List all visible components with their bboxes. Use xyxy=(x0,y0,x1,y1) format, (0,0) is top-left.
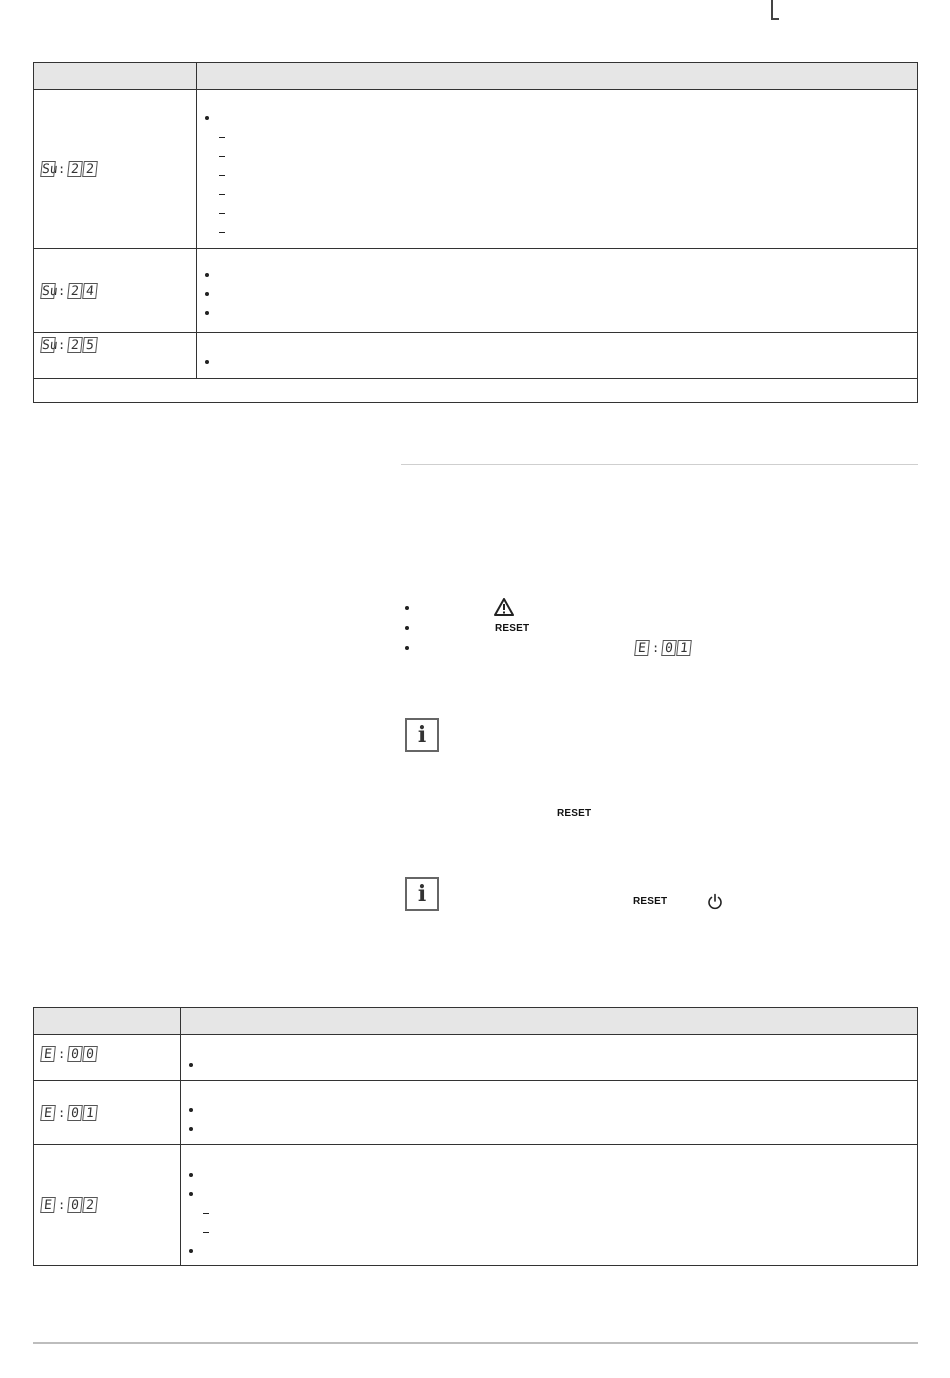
header-cell-description xyxy=(181,1008,918,1035)
code-cell xyxy=(34,1145,181,1266)
description-cell xyxy=(181,1081,918,1145)
header-cell-code xyxy=(34,1008,181,1035)
list-item xyxy=(181,1166,917,1185)
display-code-e01: E : 0 1 xyxy=(41,1105,97,1121)
sub-list-item xyxy=(197,128,917,147)
reset-button-label: RESET xyxy=(633,896,668,907)
list-item xyxy=(197,109,917,128)
table-row xyxy=(34,1035,918,1081)
list-item xyxy=(197,353,917,372)
table-header-row xyxy=(34,63,918,90)
table-row xyxy=(34,333,918,379)
sub-list-item xyxy=(197,204,917,223)
list-bullet xyxy=(405,606,409,610)
description-cell xyxy=(197,249,918,333)
list-item xyxy=(181,1185,917,1204)
display-code-e01-inline: E : 0 1 xyxy=(635,640,691,656)
header-cell-description xyxy=(197,63,918,90)
list-item xyxy=(181,1101,917,1120)
list-item xyxy=(197,285,917,304)
power-icon xyxy=(706,893,724,911)
list-item xyxy=(197,266,917,285)
list-item xyxy=(181,1056,917,1075)
display-code-su25: Su : 2 5 xyxy=(41,337,97,353)
footnote-cell xyxy=(34,379,918,403)
list-bullet xyxy=(405,626,409,630)
code-cell xyxy=(34,1035,181,1081)
reset-button-label: RESET xyxy=(495,623,530,634)
list-item xyxy=(197,304,917,323)
crop-mark-top-h xyxy=(771,18,779,20)
sub-list-item xyxy=(181,1204,917,1223)
sub-list-item xyxy=(181,1223,917,1242)
footer-divider xyxy=(33,1342,918,1344)
description-cell xyxy=(197,90,918,249)
description-cell xyxy=(197,333,918,379)
code-cell xyxy=(34,333,197,379)
reset-button-label: RESET xyxy=(557,808,592,819)
code-cell xyxy=(34,1081,181,1145)
table-footnote-row xyxy=(34,379,918,403)
list-item xyxy=(181,1242,917,1261)
list-bullet xyxy=(405,646,409,650)
display-code-e02: E : 0 2 xyxy=(41,1197,97,1213)
sub-list-item xyxy=(197,147,917,166)
table-header-row xyxy=(34,1008,918,1035)
description-cell xyxy=(181,1035,918,1081)
sub-list-item xyxy=(197,185,917,204)
description-cell xyxy=(181,1145,918,1266)
code-cell xyxy=(34,90,197,249)
crop-mark-top xyxy=(771,0,773,20)
sub-list-item xyxy=(197,223,917,242)
table-row xyxy=(34,1081,918,1145)
info-icon: i xyxy=(405,877,439,911)
warning-triangle-icon xyxy=(494,598,514,616)
table-row xyxy=(34,249,918,333)
section-divider xyxy=(401,464,918,465)
table-row xyxy=(34,90,918,249)
su-codes-table xyxy=(33,62,918,403)
table-row xyxy=(34,1145,918,1266)
display-code-e00: E : 0 0 xyxy=(41,1046,97,1062)
code-cell xyxy=(34,249,197,333)
info-icon: i xyxy=(405,718,439,752)
display-code-su24: Su : 2 4 xyxy=(41,283,97,299)
sub-list-item xyxy=(197,166,917,185)
header-cell-code xyxy=(34,63,197,90)
error-codes-table xyxy=(33,1007,918,1266)
display-code-su22: Su : 2 2 xyxy=(41,161,97,177)
list-item xyxy=(181,1120,917,1139)
